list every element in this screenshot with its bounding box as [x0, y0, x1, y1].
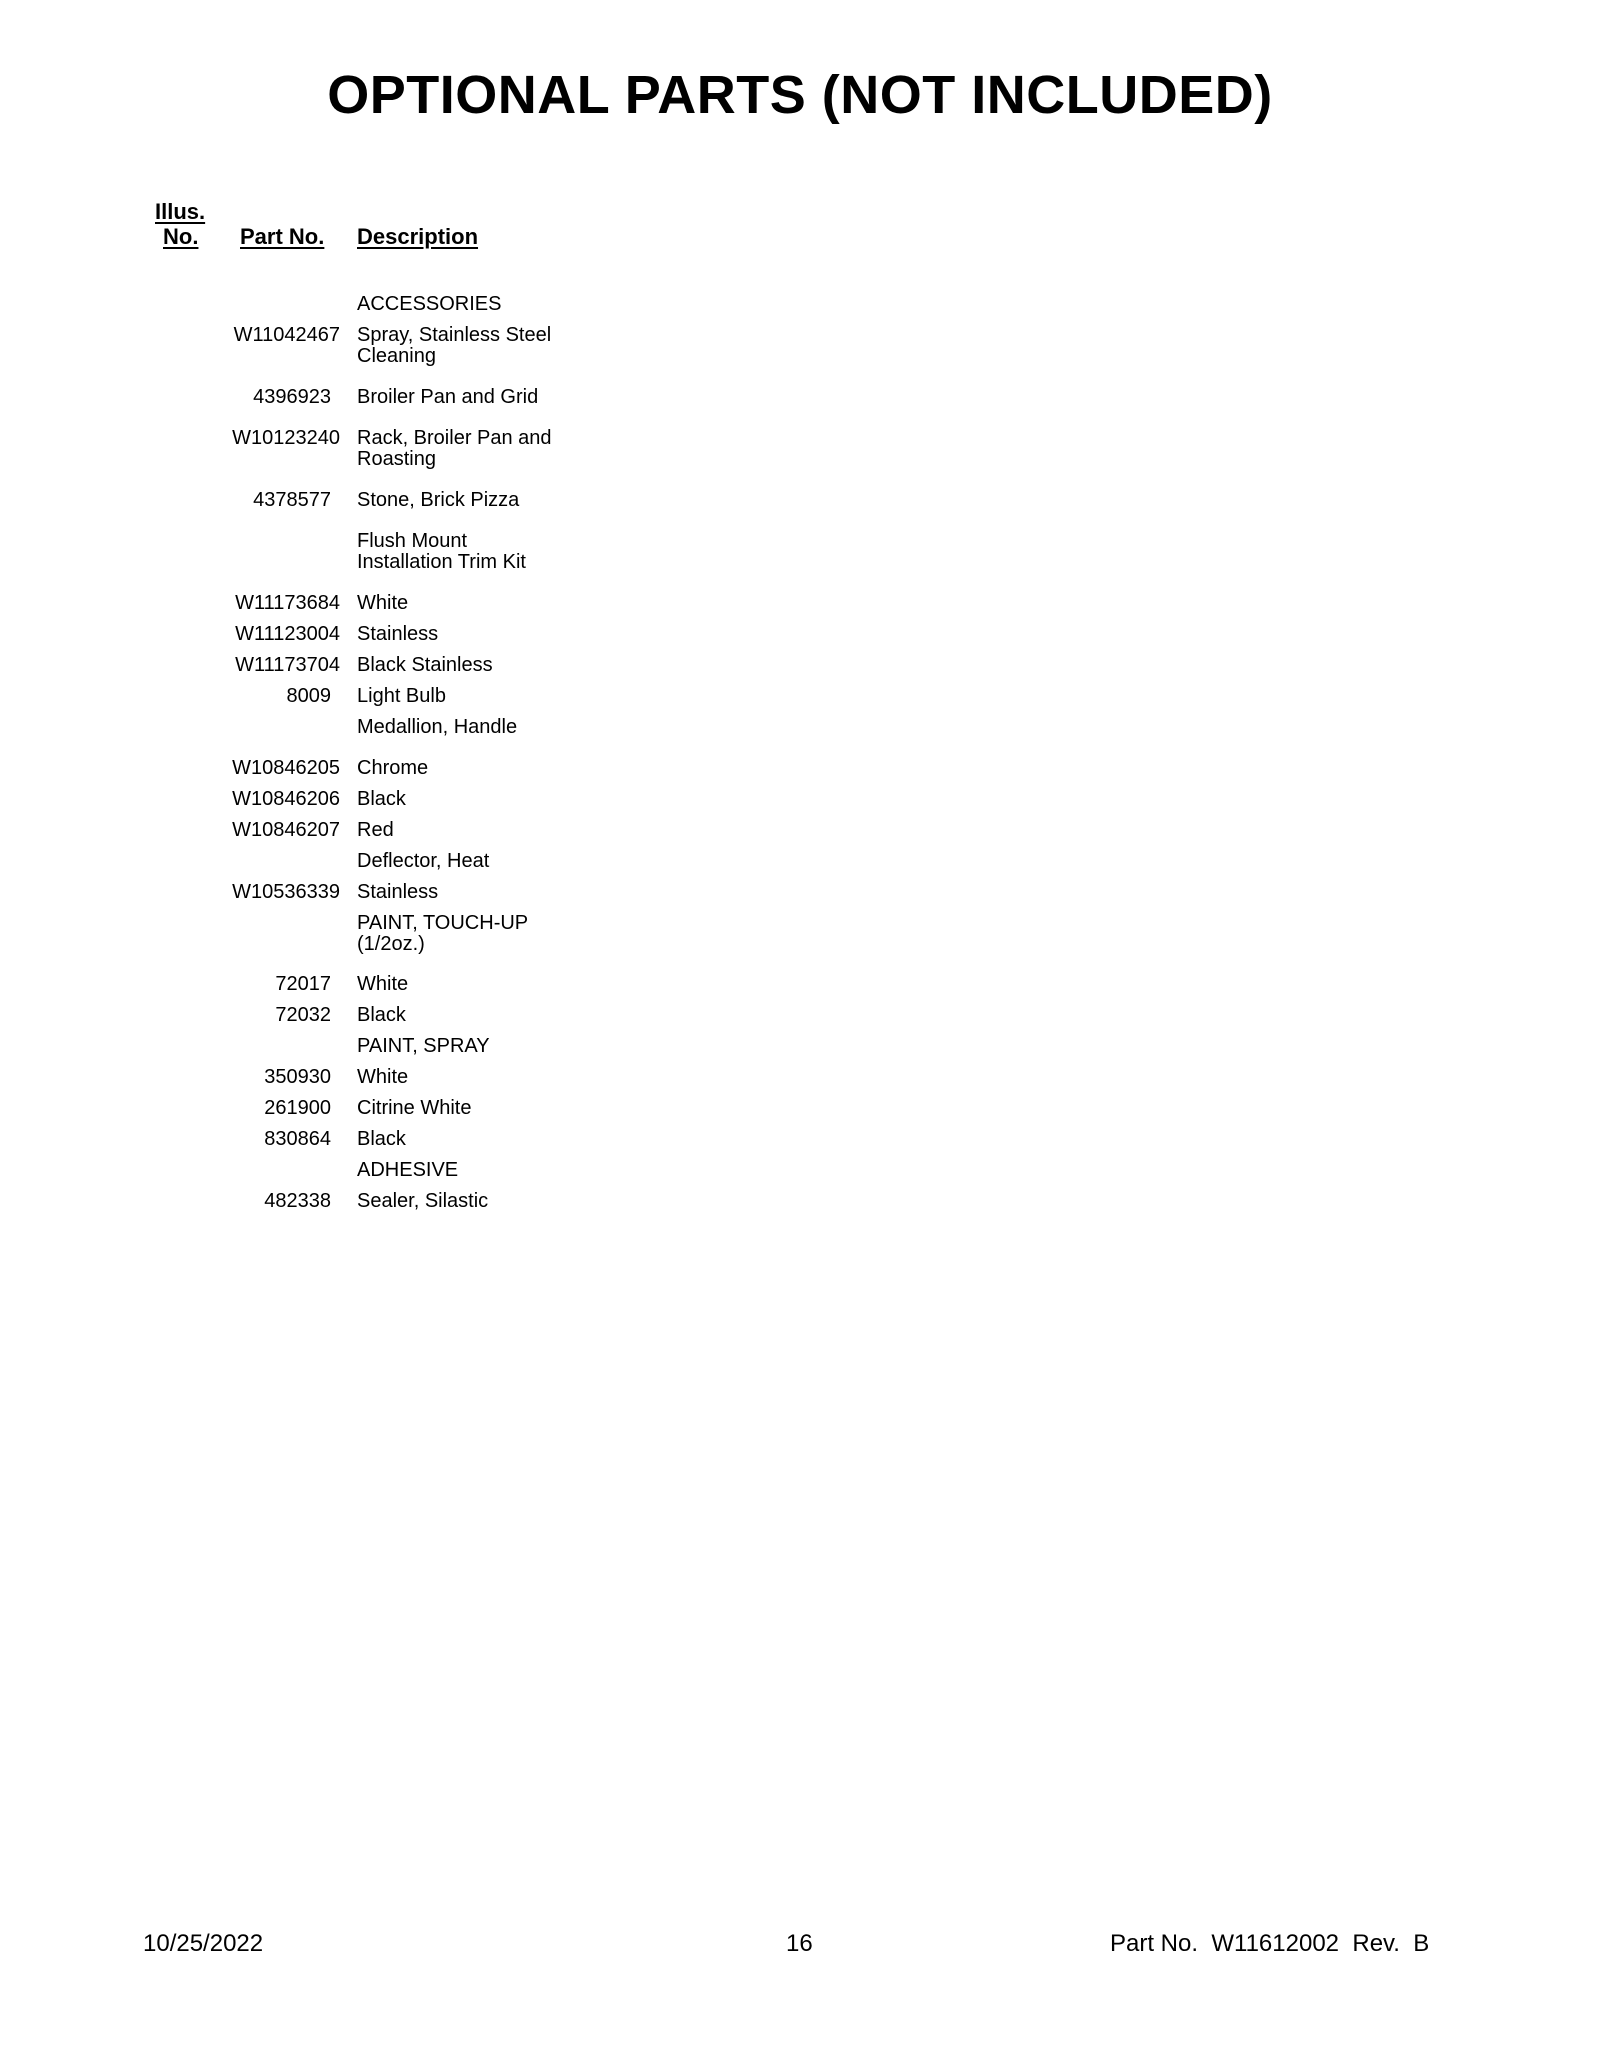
part-description: Spray, Stainless Steel Cleaning — [357, 324, 552, 367]
part-number: W11123004 — [235, 623, 340, 645]
part-number: 4378577 — [253, 489, 331, 511]
part-description: Black — [357, 1004, 406, 1026]
part-no-header: Part No. — [240, 224, 325, 249]
footer-part-revision: Part No. W11612002 Rev. B — [1110, 1930, 1430, 1957]
part-description: PAINT, TOUCH-UP (1/2oz.) — [357, 912, 528, 955]
part-number: 261900 — [264, 1097, 331, 1119]
part-number: W11173704 — [235, 654, 340, 676]
part-number: 72032 — [275, 1004, 331, 1026]
footer-date: 10/25/2022 — [143, 1930, 264, 1957]
part-description: ADHESIVE — [357, 1159, 459, 1181]
part-number: 8009 — [286, 685, 331, 707]
part-description: Medallion, Handle — [357, 716, 518, 738]
part-description: Broiler Pan and Grid — [357, 386, 539, 408]
part-description: PAINT, SPRAY — [357, 1035, 490, 1057]
part-description: Rack, Broiler Pan and Roasting — [357, 427, 552, 470]
part-description: Stainless — [357, 881, 439, 903]
part-number: 4396923 — [253, 386, 331, 408]
part-number: W10123240 — [232, 427, 340, 449]
part-number: W10846206 — [232, 788, 340, 810]
part-description: Black — [357, 1128, 406, 1150]
part-number: W10846207 — [232, 819, 340, 841]
part-description: Black Stainless — [357, 654, 493, 676]
part-description: White — [357, 1066, 409, 1088]
part-description: Chrome — [357, 757, 429, 779]
part-description: Stone, Brick Pizza — [357, 489, 520, 511]
part-description: White — [357, 973, 409, 995]
footer-page-number: 16 — [786, 1930, 813, 1957]
part-number: W10536339 — [232, 881, 340, 903]
part-description: ACCESSORIES — [357, 293, 502, 315]
part-description: Flush Mount Installation Trim Kit — [357, 530, 526, 573]
part-description: Citrine White — [357, 1097, 472, 1119]
page-title: OPTIONAL PARTS (NOT INCLUDED) — [327, 65, 1273, 125]
part-description: Deflector, Heat — [357, 850, 490, 872]
part-number: 830864 — [264, 1128, 331, 1150]
part-number: W11173684 — [235, 592, 340, 614]
part-description: Light Bulb — [357, 685, 446, 707]
part-number: 350930 — [264, 1066, 331, 1088]
part-number: 72017 — [275, 973, 331, 995]
part-description: Red — [357, 819, 394, 841]
part-description: Black — [357, 788, 406, 810]
description-header: Description — [357, 224, 479, 249]
part-number: 482338 — [264, 1190, 331, 1212]
part-number: W10846205 — [232, 757, 340, 779]
part-description: Stainless — [357, 623, 439, 645]
illus-no-header-line1: Illus. — [155, 199, 206, 224]
part-description: Sealer, Silastic — [357, 1190, 489, 1212]
part-description: White — [357, 592, 409, 614]
illus-no-header-line2: No. — [163, 224, 199, 249]
part-number: W11042467 — [233, 324, 340, 346]
